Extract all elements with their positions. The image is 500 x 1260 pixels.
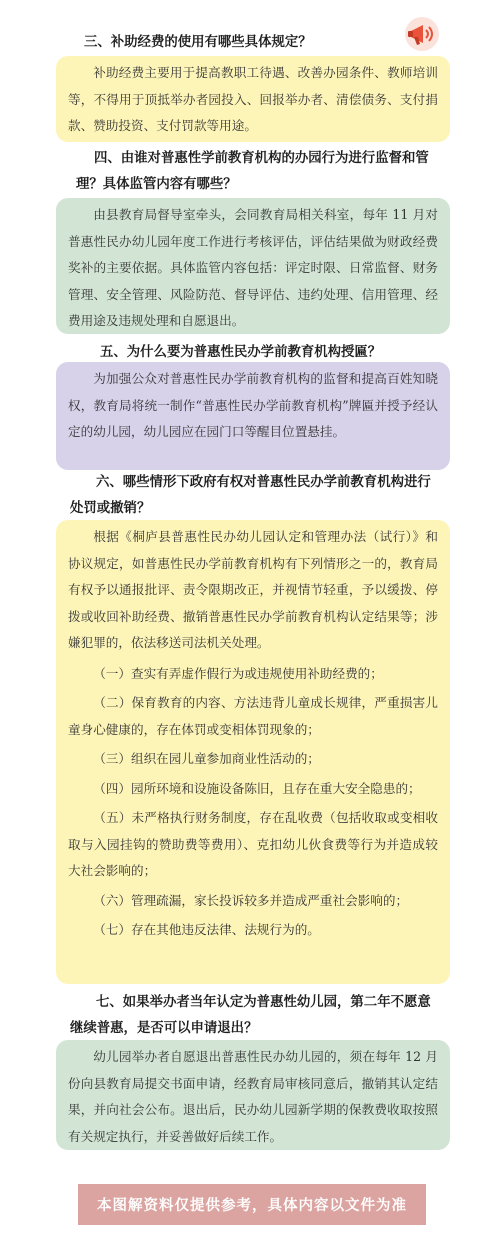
answer-box bbox=[56, 1040, 450, 1150]
disclaimer-banner: 本图解资料仅提供参考，具体内容以文件为准 bbox=[78, 1184, 426, 1225]
answer-text: 根据《桐庐县普惠性民办幼儿园认定和管理办法（试行）》和协议规定，如普惠性民办学前教育机构有下列情形之一的，教育局有权予以通报批评、责令限期改正，并视情节轻重，予以缓拨、停拨或收回补助经费、撤销普惠性民办学前教育机构认定结果等；涉嫌犯罪的，依法移送司法机关处理。 bbox=[68, 529, 438, 650]
answer-box bbox=[56, 56, 450, 142]
list-item: （七）存在其他违反法律、法规行为的。 bbox=[93, 922, 320, 937]
list-item: （三）组织在园儿童参加商业性活动的； bbox=[93, 751, 320, 766]
question-heading: 七、如果举办者当年认定为普惠性幼儿园，第二年不愿意继续普惠，是否可以申请退出？ bbox=[70, 995, 431, 1036]
answer-text: 补助经费主要用于提高教职工待遇、改善办园条件、教师培训等，不得用于顶抵举办者园投入、回报举办者、清偿债务、支付捐款、赞助投资、支付罚款等用途。 bbox=[68, 65, 438, 133]
list-item: （四）园所环境和设施设备陈旧，且存在重大安全隐患的； bbox=[93, 780, 421, 796]
answer-text: 幼儿园举办者自愿退出普惠性民办幼儿园的，须在每年 12 月份向县教育局提交书面申请，经教育局审核同意后，撤销其认定结果，并向社会公布。退出后，民办幼儿园新学期的保教费收取按照有关规定执行，并妥善做好后续工作。 bbox=[68, 1049, 438, 1144]
list-item: （五）未严格执行财务制度，存在乱收费（包括收取或变相收取与入园挂钩的赞助费等费用）、克扣幼儿伙食费等行为并造成较大社会影响的； bbox=[68, 810, 438, 878]
list-item: （六）管理疏漏，家长投诉较多并造成严重社会影响的； bbox=[93, 892, 409, 908]
list-item: （一）查实有弄虚作假行为或违规使用补助经费的； bbox=[93, 665, 383, 681]
question-heading: 四、由谁对普惠性学前教育机构的办园行为进行监督和管理？具体监管内容有哪些？ bbox=[76, 151, 429, 192]
question-heading: 五、为什么要为普惠性民办学前教育机构授匾？ bbox=[100, 345, 382, 360]
answer-box bbox=[56, 198, 450, 334]
answer-text: 为加强公众对普惠性民办学前教育机构的监督和提高百姓知晓权，教育局将统一制作“普惠性民办学前教育机构”牌匾并授予经认定的幼儿园，幼儿园应在园门口等醒目位置悬挂。 bbox=[68, 371, 438, 439]
question-heading: 六、哪些情形下政府有权对普惠性民办学前教育机构进行处罚或撤销？ bbox=[70, 475, 431, 516]
question-heading: 三、补助经费的使用有哪些具体规定？ bbox=[84, 35, 312, 50]
list-item: （二）保育教育的内容、方法违背儿童成长规律，严重损害儿童身心健康的，存在体罚或变相体罚现象的； bbox=[68, 695, 438, 737]
answer-box bbox=[56, 362, 450, 470]
answer-box bbox=[56, 520, 450, 984]
answer-text: 由县教育局督导室牵头，会同教育局相关科室，每年 11 月对普惠性民办幼儿园年度工作进行考核评估，评估结果做为财政经费奖补的主要依据。具体监管内容包括：评定时限、日常监督、财务管理、安全管理、风险防范、督导评估、违约处理、信用管理、经费用途及违规处理和自愿退出。 bbox=[68, 207, 438, 328]
